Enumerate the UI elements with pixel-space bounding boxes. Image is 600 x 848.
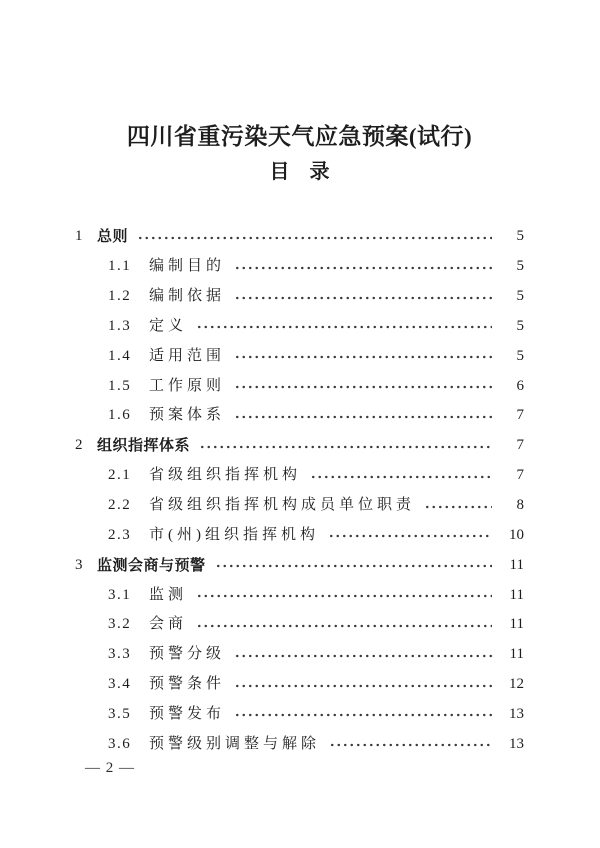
toc-entry-page: 11: [509, 586, 524, 603]
toc-leader-dots: [215, 557, 492, 573]
toc-entry-page: 5: [516, 228, 524, 245]
toc-entry-number: 3.1: [108, 586, 132, 603]
toc-entry-page: 13: [509, 705, 524, 722]
document-title: 四川省重污染天气应急预案(试行): [126, 124, 473, 149]
toc-entry-page: 13: [509, 735, 524, 752]
toc-entry-number: 1: [75, 228, 83, 245]
toc-entry-number: 3.6: [108, 735, 132, 752]
toc-entry-title: 定义: [149, 317, 188, 334]
toc-leader-dots: [137, 229, 492, 245]
toc-entry-page: 5: [516, 317, 524, 334]
toc-entry-page: 11: [509, 646, 524, 663]
toc-leader-dots: [424, 498, 492, 514]
toc-row: [75, 431, 524, 461]
toc-entry-title: 预案体系: [149, 407, 226, 424]
toc-entry-title: 监测: [149, 586, 188, 603]
toc-leader-dots: [234, 647, 492, 663]
toc-entry-page: 7: [516, 467, 524, 484]
toc-row: [75, 371, 524, 401]
toc-row: [75, 670, 524, 700]
toc-entry-number: 2.2: [108, 497, 132, 514]
toc-entry-title: 组织指挥体系: [97, 437, 191, 455]
toc-entry-title: 省级组织指挥机构: [149, 467, 302, 484]
toc-leader-dots: [234, 706, 492, 722]
toc-entry-number: 3.5: [108, 705, 132, 722]
toc-entry-number: 1.5: [108, 377, 132, 394]
toc-entry-number: 1.2: [108, 288, 132, 305]
toc-row: [75, 461, 524, 491]
toc-entry-page: 7: [516, 407, 524, 424]
toc-entry-title: 市(州)组织指挥机构: [149, 526, 319, 543]
toc-leader-dots: [234, 348, 492, 364]
toc-leader-dots: [234, 408, 492, 424]
toc-entry-number: 3.3: [108, 646, 132, 663]
toc-entry-title: 会商: [149, 616, 188, 633]
toc-row: [75, 580, 524, 610]
toc-list: [75, 222, 524, 759]
toc-entry-number: 2.1: [108, 467, 132, 484]
toc-entry-page: 7: [516, 437, 524, 454]
toc-leader-dots: [234, 378, 492, 394]
toc-row: [75, 700, 524, 730]
toc-leader-dots: [199, 438, 492, 454]
toc-entry-page: 11: [509, 616, 524, 633]
toc-row: [75, 640, 524, 670]
toc-entry-title: 监测会商与预警: [97, 556, 206, 574]
toc-entry-number: 2: [75, 437, 83, 454]
toc-heading: 目 录: [269, 161, 330, 183]
toc-entry-title: 总则: [97, 228, 129, 246]
toc-entry-number: 3.2: [108, 616, 132, 633]
toc-entry-title: 工作原则: [149, 377, 226, 394]
toc-entry-page: 6: [516, 377, 524, 394]
toc-entry-number: 1.4: [108, 347, 132, 364]
toc-row: [75, 491, 524, 521]
toc-leader-dots: [234, 289, 492, 305]
toc-leader-dots: [328, 527, 492, 543]
toc-entry-title: 省级组织指挥机构成员单位职责: [149, 497, 416, 514]
toc-row: [75, 550, 524, 580]
toc-entry-title: 编制目的: [149, 258, 226, 275]
toc-row: [75, 341, 524, 371]
toc-entry-title: 预警发布: [149, 705, 226, 722]
toc-row: [75, 282, 524, 312]
toc-entry-title: 预警级别调整与解除: [149, 735, 321, 752]
toc-entry-page: 5: [516, 258, 524, 275]
toc-row: [75, 312, 524, 342]
page-number-footer: — 2 —: [85, 760, 135, 777]
toc-entry-page: 10: [509, 526, 524, 543]
toc-row: [75, 401, 524, 431]
toc-leader-dots: [196, 318, 492, 334]
toc-entry-number: 2.3: [108, 526, 132, 543]
toc-entry-number: 1.1: [108, 258, 132, 275]
toc-entry-title: 预警分级: [149, 646, 226, 663]
toc-entry-title: 预警条件: [149, 676, 226, 693]
toc-entry-page: 11: [509, 556, 524, 573]
toc-entry-page: 12: [509, 676, 524, 693]
toc-row: [75, 520, 524, 550]
toc-row: [75, 252, 524, 282]
toc-row: [75, 729, 524, 759]
toc-entry-number: 1.3: [108, 317, 132, 334]
toc-leader-dots: [196, 617, 492, 633]
toc-entry-title: 适用范围: [149, 347, 226, 364]
toc-leader-dots: [234, 677, 492, 693]
toc-entry-page: 5: [516, 347, 524, 364]
toc-entry-number: 3.4: [108, 676, 132, 693]
toc-row: [75, 222, 524, 252]
toc-entry-number: 1.6: [108, 407, 132, 424]
toc-entry-page: 5: [516, 288, 524, 305]
toc-leader-dots: [329, 736, 492, 752]
toc-entry-number: 3: [75, 556, 83, 573]
toc-row: [75, 610, 524, 640]
toc-leader-dots: [310, 468, 492, 484]
toc-leader-dots: [234, 259, 492, 275]
toc-leader-dots: [196, 587, 492, 603]
toc-entry-page: 8: [516, 497, 524, 514]
toc-entry-title: 编制依据: [149, 288, 226, 305]
